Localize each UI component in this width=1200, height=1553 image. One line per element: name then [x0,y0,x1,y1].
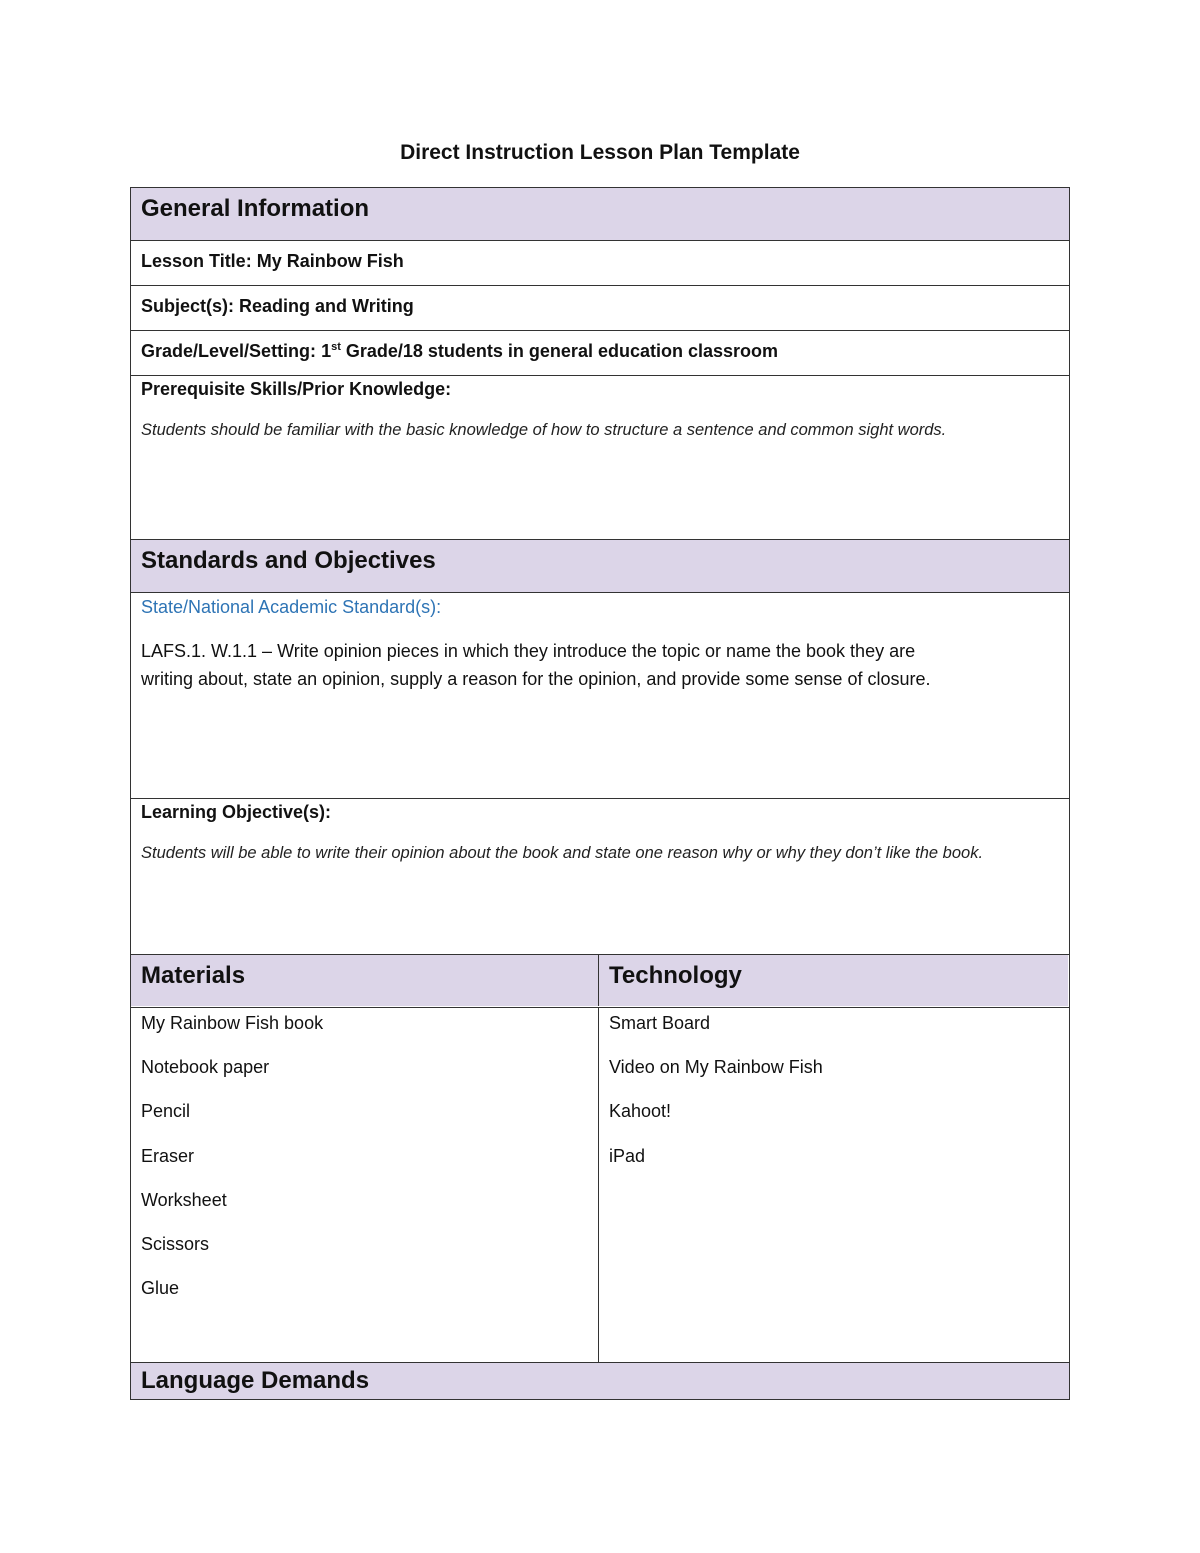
general-information-header [131,188,1069,241]
standards-heading: Standards and Objectives [141,547,436,574]
list-item: Smart Board [609,1013,711,1033]
materials-technology-header-row [131,955,1069,1008]
standards-row [131,593,1069,799]
prerequisite-label: Prerequisite Skills/Prior Knowledge: [141,379,452,399]
list-item: Scissors [141,1234,210,1254]
materials-technology-row [131,1008,1069,1363]
list-item: Glue [141,1278,180,1298]
technology-header [599,955,1068,1006]
list-item: Pencil [141,1101,191,1121]
general-information-heading: General Information [141,195,370,222]
lesson-title-row [131,241,1069,286]
subjects-row [131,286,1069,331]
standards-header [131,540,1069,593]
document-title: Direct Instruction Lesson Plan Template [400,141,800,164]
list-item: Video on My Rainbow Fish [609,1057,823,1077]
list-item: My Rainbow Fish book [141,1013,324,1033]
list-item: Notebook paper [141,1057,270,1077]
lesson-plan-table [130,187,1070,1400]
grade-level-row [131,331,1069,376]
lesson-title-value: My Rainbow Fish [256,251,404,271]
technology-list [599,1008,1068,1362]
technology-heading: Technology [609,962,742,989]
prerequisite-text: Students should be familiar with the basic knowledge of how to structure a sentence and common sight words. [141,421,947,439]
learning-objective-label: Learning Objective(s): [141,802,332,822]
language-demands-heading: Language Demands [141,1367,370,1394]
lesson-title-label: Lesson Title: [141,251,252,271]
subjects-value: Reading and Writing [239,296,414,316]
grade-label: Grade/Level/Setting: [141,341,317,361]
list-item: Worksheet [141,1190,227,1210]
learning-objective-row [131,799,1069,955]
grade-value-number: 1 [321,341,332,361]
materials-heading: Materials [141,962,246,989]
grade-value-text: Grade/18 students in general education classroom [345,341,779,361]
list-item: Kahoot! [609,1101,672,1121]
learning-objective-text: Students will be able to write their opinion about the book and state one reason why or why they don’t like the book. [141,844,984,862]
standard-text-line-1: LAFS.1. W.1.1 – Write opinion pieces in which they introduce the topic or name the book they are [141,641,916,661]
list-item: Eraser [141,1146,195,1166]
standard-text-line-2: writing about, state an opinion, supply a reason for the opinion, and provide some sense of closure. [141,669,931,689]
subjects-label: Subject(s): [141,296,235,316]
prerequisite-row [131,376,1069,540]
language-demands-header [131,1363,1069,1399]
grade-value-ordinal: st [331,341,341,353]
materials-header [131,955,599,1006]
list-item: iPad [609,1146,646,1166]
materials-list [131,1008,599,1362]
standard-label: State/National Academic Standard(s): [141,597,442,617]
